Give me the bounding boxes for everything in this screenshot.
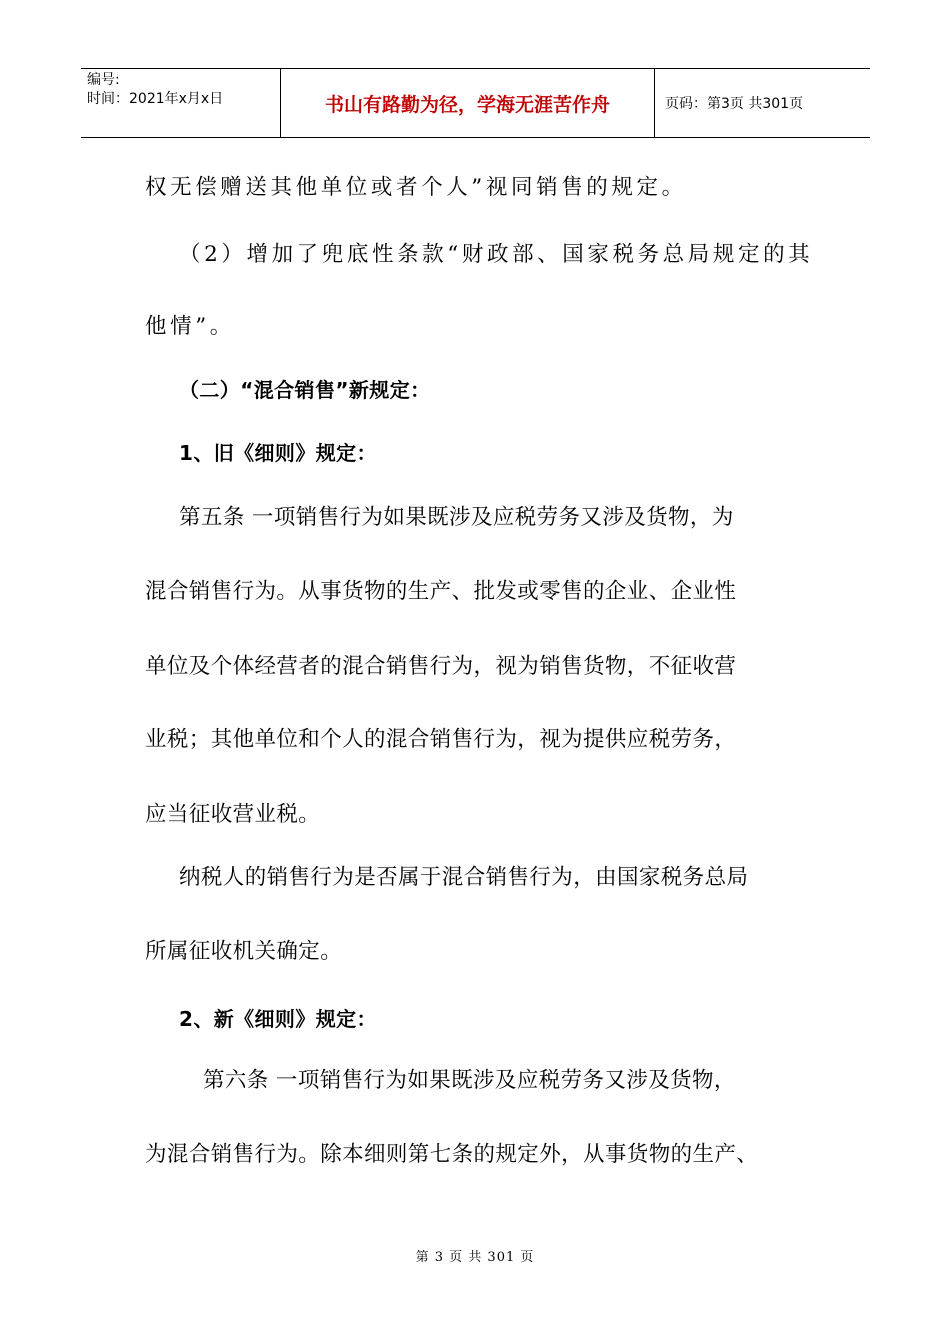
document-time-label: 时间：2021年x月x日	[87, 91, 224, 107]
body-line-9: 业税；其他单位和个人的混合销售行为，视为提供应税劳务，	[145, 727, 737, 752]
subheading-old-rules: 1、旧《细则》规定：	[179, 441, 377, 465]
page-footer: 第 3 页 共 301 页	[415, 1250, 535, 1265]
header-motto: 书山有路勤为径，学海无涯苦作舟	[281, 69, 655, 137]
header-page-info: 页码：第3页 共301页	[665, 96, 804, 112]
subheading-new-rules: 2、新《细则》规定：	[179, 1007, 377, 1031]
body-line-10: 应当征收营业税。	[145, 802, 321, 827]
section-heading-2: （二）“混合销售”新规定：	[179, 378, 431, 402]
body-line-11: 纳税人的销售行为是否属于混合销售行为，由国家税务总局	[179, 865, 749, 890]
page-header	[81, 68, 870, 138]
body-line-7: 混合销售行为。从事货物的生产、批发或零售的企业、企业性	[145, 579, 737, 604]
body-line-8: 单位及个体经营者的混合销售行为，视为销售货物，不征收营	[145, 654, 737, 679]
body-line-12: 所属征收机关确定。	[145, 939, 343, 964]
body-line-3: 他情”。	[145, 314, 235, 339]
body-line-6: 第五条 一项销售行为如果既涉及应税劳务又涉及货物，为	[179, 505, 734, 530]
header-meta-cell	[81, 69, 281, 137]
document-number-label: 编号:	[87, 72, 120, 88]
body-line-1: 权无偿赠送其他单位或者个人”视同销售的规定。	[145, 175, 687, 200]
body-line-15: 为混合销售行为。除本细则第七条的规定外，从事货物的生产、	[145, 1142, 759, 1167]
body-line-2: （2）增加了兜底性条款“财政部、国家税务总局规定的其	[179, 242, 814, 267]
body-line-14: 第六条 一项销售行为如果既涉及应税劳务又涉及货物，	[203, 1068, 736, 1093]
